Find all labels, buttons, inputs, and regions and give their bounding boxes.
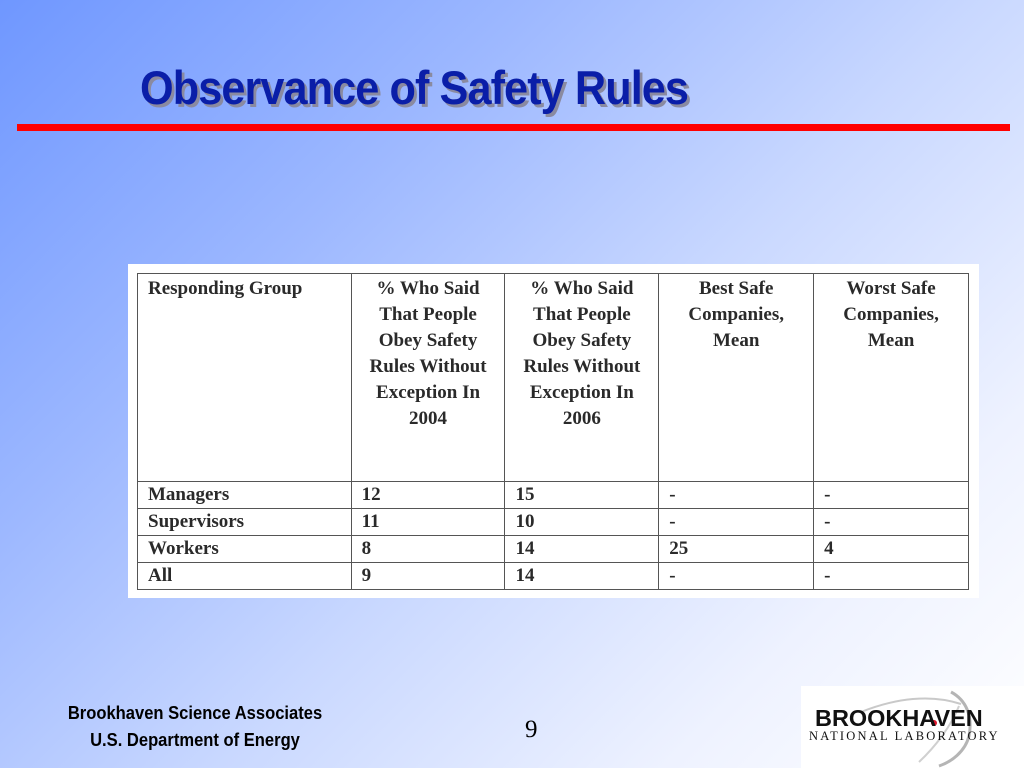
footer-org-line1: Brookhaven Science Associates: [67, 703, 323, 723]
cell-2006: 10: [505, 509, 659, 536]
header-best-safe: Best Safe Companies, Mean: [659, 274, 814, 482]
cell-group: Workers: [138, 536, 352, 563]
cell-group: All: [138, 563, 352, 590]
cell-best: 25: [659, 536, 814, 563]
cell-worst: -: [814, 509, 969, 536]
cell-best: -: [659, 482, 814, 509]
table-row: [138, 509, 969, 536]
table-row: [138, 482, 969, 509]
cell-2004: 9: [351, 563, 505, 590]
slide-title: Observance of Safety Rules: [140, 61, 689, 114]
header-2004: % Who Said That People Obey Safety Rules Without Exception In 2004: [351, 274, 505, 482]
footer-org-line2: U.S. Department of Energy: [90, 730, 300, 750]
title-divider: [17, 124, 1010, 131]
cell-worst: -: [814, 482, 969, 509]
table-panel: [128, 264, 979, 598]
cell-worst: 4: [814, 536, 969, 563]
logo-wordmark: BROOKHAVEN: [815, 705, 983, 731]
cell-best: -: [659, 563, 814, 590]
header-2006: % Who Said That People Obey Safety Rules Without Exception In 2006: [505, 274, 659, 482]
safety-survey-table: [137, 273, 969, 590]
cell-2004: 8: [351, 536, 505, 563]
cell-2006: 15: [505, 482, 659, 509]
cell-2004: 11: [351, 509, 505, 536]
header-worst-safe: Worst Safe Companies, Mean: [814, 274, 969, 482]
brookhaven-logo: [801, 686, 1024, 768]
header-responding-group: Responding Group: [138, 274, 352, 482]
table-row: [138, 536, 969, 563]
cell-best: -: [659, 509, 814, 536]
cell-worst: -: [814, 563, 969, 590]
logo-subtitle: NATIONAL LABORATORY: [809, 729, 1000, 743]
cell-2006: 14: [505, 536, 659, 563]
table-row: [138, 563, 969, 590]
table-header-row: [138, 274, 969, 482]
cell-2004: 12: [351, 482, 505, 509]
page-number: 9: [525, 716, 538, 743]
cell-2006: 14: [505, 563, 659, 590]
cell-group: Supervisors: [138, 509, 352, 536]
footer-organization: [52, 700, 337, 754]
cell-group: Managers: [138, 482, 352, 509]
